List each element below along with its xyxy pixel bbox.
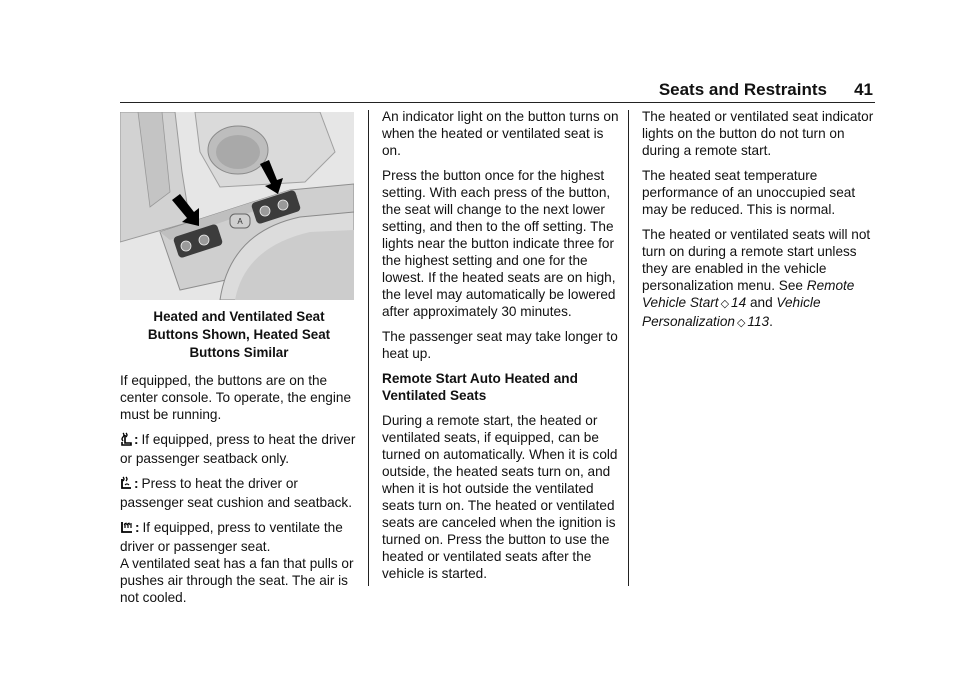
vehicle-personalization-link[interactable]: Vehicle Personalization (642, 295, 821, 329)
caption-line: Buttons Similar (189, 345, 289, 360)
settings-paragraph: Press the button once for the highest setting. With each press of the button, the seat will change to the next lower setting, and then to the off setting. The lights near the button indicate three for the highest setting and one for the lowest. If the heated seats are on high, the level may automatically be lowered after approximately 30 minutes. (382, 168, 616, 319)
page-header (120, 78, 875, 103)
page-ref-icon: ◇ (720, 298, 730, 310)
remote-start-subheading: Remote Start Auto Heated and Ventilated Seats (382, 371, 578, 403)
column-divider-right (628, 110, 629, 586)
column-divider-left (368, 110, 369, 586)
column-three (642, 108, 877, 340)
svg-text:A: A (237, 217, 243, 226)
indicator-remote-paragraph: The heated or ventilated seat indicator lights on the button do not turn on during a remote start. (642, 109, 874, 158)
page-ref-number[interactable]: 113 (747, 314, 770, 329)
ventilated-seat-icon (120, 520, 133, 538)
remote-vehicle-start-link[interactable]: Remote Vehicle Start (642, 278, 855, 310)
personalization-paragraph: The heated or ventilated seats will not turn on during a remote start unless they are enabled in the vehicle personalization menu. See Remote Vehicle Start ◇ 14 and Vehicle Personalization ◇ 113. (642, 226, 877, 332)
column-two (382, 108, 620, 590)
seatback-heat-item: : If equipped, press to heat the driver or passenger seatback only. (120, 432, 356, 466)
caption-line: Buttons Shown, Heated Seat (147, 327, 331, 342)
console-illustration (120, 112, 354, 300)
intro-paragraph: If equipped, the buttons are on the center console. To operate, the engine must be running. (120, 373, 352, 422)
page-ref-number[interactable]: 14 (731, 295, 747, 310)
ventilation-note: A ventilated seat has a fan that pulls or pushes air through the seat. The air is not cooled. (120, 556, 354, 605)
page-number: 41 (854, 80, 873, 99)
section-title: Seats and Restraints (658, 80, 827, 99)
seat-heat-item: : Press to heat the driver or passenger seat cushion and seatback. (120, 476, 353, 510)
figure-caption (120, 308, 358, 362)
console-buttons-figure (120, 112, 354, 300)
caption-line: Heated and Ventilated Seat (153, 309, 325, 324)
ventilate-item: : If equipped, press to ventilate the driver or passenger seat. (120, 520, 343, 554)
heated-seatback-icon (120, 432, 132, 450)
unoccupied-seat-paragraph: The heated seat temperature performance of an unoccupied seat may be reduced. This is normal. (642, 168, 856, 217)
column-one (120, 108, 358, 614)
passenger-paragraph: The passenger seat may take longer to heat up. (382, 329, 618, 361)
remote-start-paragraph: During a remote start, the heated or ventilated seats, if equipped, can be turned on automatically. When it is cold outside, the heated seats turn on, and when it is hot outside the ventilated seats turn on. The heated or ventilated seats are canceled when the ignition is turned on. Press the button to use the heated or ventilated seats after the vehicle is started. (382, 413, 618, 581)
indicator-paragraph: An indicator light on the button turns on when the heated or ventilated seat is on. (382, 109, 619, 158)
heated-seat-icon (120, 476, 132, 494)
page-ref-icon: ◇ (736, 317, 746, 329)
